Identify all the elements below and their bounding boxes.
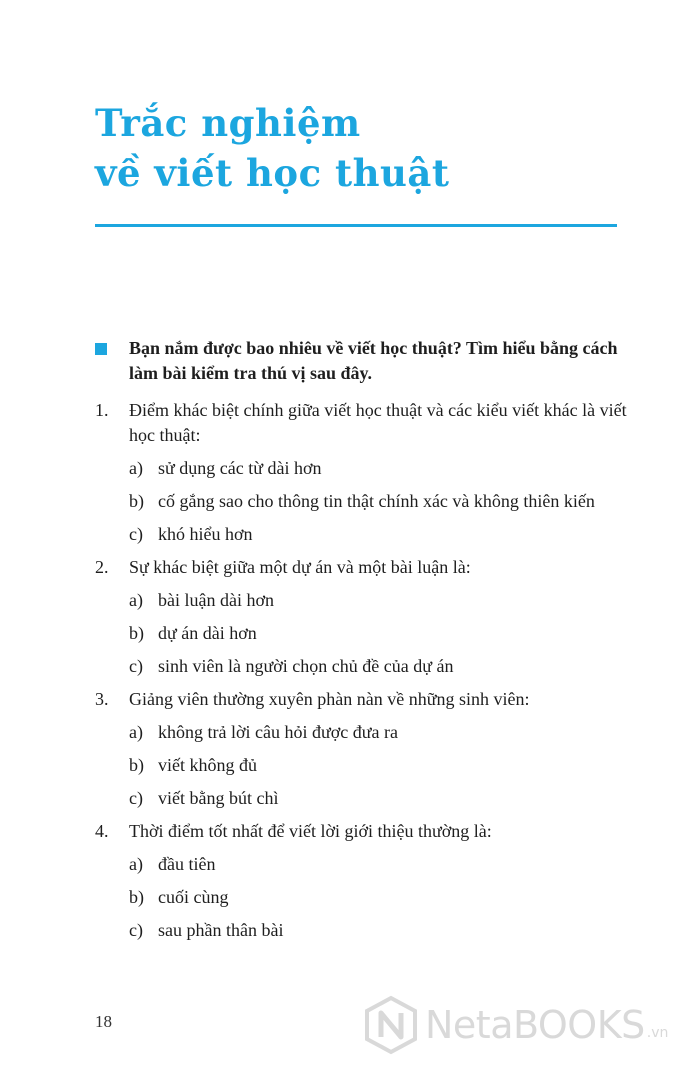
question-text: Sự khác biệt giữa một dự án và một bài luận là: xyxy=(129,557,471,577)
answer-option xyxy=(95,753,640,778)
watermark-brand: NetaBOOKS xyxy=(425,1003,645,1047)
intro-paragraph xyxy=(95,336,635,386)
question-number: 4. xyxy=(95,821,109,841)
netabooks-logo-icon xyxy=(363,995,419,1055)
option-text: sử dụng các từ dài hơn xyxy=(158,458,322,478)
question-1 xyxy=(95,398,640,547)
option-text: viết không đủ xyxy=(158,755,257,775)
answer-option xyxy=(95,852,640,877)
answer-option xyxy=(95,885,640,910)
watermark-suffix: .vn xyxy=(646,1025,669,1041)
option-letter: c) xyxy=(129,656,143,676)
question-text: Điểm khác biệt chính giữa viết học thuật và các kiểu viết khác là viết học thuật: xyxy=(129,400,627,445)
option-text: dự án dài hơn xyxy=(158,623,257,643)
question-list xyxy=(95,398,640,943)
option-letter: b) xyxy=(129,755,144,775)
option-text: khó hiểu hơn xyxy=(158,524,253,544)
option-text: đầu tiên xyxy=(158,854,216,874)
option-letter: c) xyxy=(129,788,143,808)
question-text: Giảng viên thường xuyên phàn nàn về những sinh viên: xyxy=(129,689,530,709)
option-letter: a) xyxy=(129,590,143,610)
title-divider xyxy=(95,224,617,227)
question-text: Thời điểm tốt nhất để viết lời giới thiệu thường là: xyxy=(129,821,492,841)
answer-option xyxy=(95,522,640,547)
square-bullet-icon xyxy=(95,343,107,355)
option-letter: b) xyxy=(129,887,144,907)
question-3 xyxy=(95,687,640,811)
answer-option xyxy=(95,489,640,514)
option-text: sau phần thân bài xyxy=(158,920,284,940)
answer-option xyxy=(95,720,640,745)
answer-option xyxy=(95,588,640,613)
option-text: cố gắng sao cho thông tin thật chính xác và không thiên kiến xyxy=(158,491,595,511)
question-4 xyxy=(95,819,640,943)
answer-option xyxy=(95,786,640,811)
answer-option xyxy=(95,918,640,943)
answer-option xyxy=(95,654,640,679)
chapter-title xyxy=(95,98,449,198)
question-2 xyxy=(95,555,640,679)
option-letter: a) xyxy=(129,854,143,874)
option-text: viết bằng bút chì xyxy=(158,788,279,808)
question-number: 3. xyxy=(95,689,109,709)
answer-option xyxy=(95,456,640,481)
option-letter: c) xyxy=(129,524,143,544)
option-letter: a) xyxy=(129,722,143,742)
option-text: sinh viên là người chọn chủ đề của dự án xyxy=(158,656,454,676)
answer-option xyxy=(95,621,640,646)
chapter-title-line-1: Trắc nghiệm xyxy=(95,101,361,145)
question-number: 1. xyxy=(95,400,109,420)
option-letter: a) xyxy=(129,458,143,478)
watermark xyxy=(363,992,668,1058)
option-text: không trả lời câu hỏi được đưa ra xyxy=(158,722,398,742)
option-letter: c) xyxy=(129,920,143,940)
option-text: bài luận dài hơn xyxy=(158,590,274,610)
option-text: cuối cùng xyxy=(158,887,229,907)
question-number: 2. xyxy=(95,557,109,577)
chapter-title-line-2: về viết học thuật xyxy=(95,151,450,195)
intro-text: Bạn nắm được bao nhiêu về viết học thuật? Tìm hiểu bằng cách làm bài kiểm tra thú vị sau đây. xyxy=(129,338,618,383)
option-letter: b) xyxy=(129,491,144,511)
option-letter: b) xyxy=(129,623,144,643)
page-number: 18 xyxy=(95,1012,112,1031)
